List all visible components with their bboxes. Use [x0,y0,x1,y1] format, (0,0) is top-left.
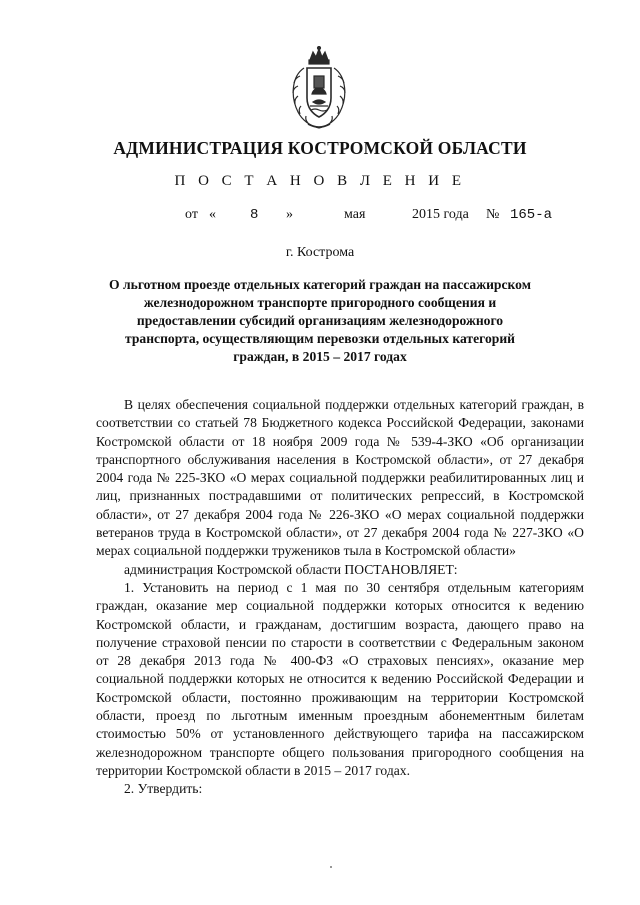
date-quote-close: » [286,207,293,222]
coat-of-arms-icon [286,46,352,132]
date-line [0,207,640,227]
organization-title: АДМИНИСТРАЦИЯ КОСТРОМСКОЙ ОБЛАСТИ [113,138,527,158]
date-day: 8 [250,207,259,223]
document-type: П О С Т А Н О В Л Е Н И Е [174,173,466,189]
preamble-paragraph: В целях обеспечения социальной поддержки отдельных категорий граждан, в соответствии со статьей 78 Бюджетного кодекса Российской Федерации, законами Костромской области от 18 ноября 2009 года № 539-4-ЗКО «Об организации транспортного обслуживания населения в Костромской области», от 27 декабря 2004 года № 225-ЗКО «О мерах социальной поддержки реабилитированных лиц и лиц, признанных пострадавшими от политических репрессий, в Костромской области», от 27 декабря 2004 года № 226-ЗКО «О мерах социальной поддержки ветеранов труда в Костромской области», от 27 декабря 2004 года № 227-ЗКО «О мерах социальной поддержки тружеников тыла в Костромской области» [96,397,584,559]
document-body [96,396,584,799]
item-1-paragraph: 1. Установить на период с 1 мая по 30 сентября отдельным категориям граждан, оказание мер социальной поддержки которых относится к ведению Костромской области, и гражданам, достигшим возраста, дающего право на получение страховой пенсии по старости в соответствии с Федеральным законом от 28 декабря 2013 года № 400-ФЗ «О страховых пенсиях», оказание мер социальной поддержки которых не относится к ведению Российской Федерации и Костромской области, постоянно проживающим на территории Костромской области, проезд по льготным именным проездным абонементным билетам стоимостью 50% от установленного действующего тарифа на пассажирском железнодорожном транспорте общего пользования пригородного сообщения на территории Костромской области в 2015 – 2017 годах. [96,579,584,778]
scan-speck [330,866,332,868]
document-subject: О льготном проезде отдельных категорий граждан на пассажирском железнодорожном транспорте пригородного сообщения и предоставлении субсидий организациям железнодорожного транспорта, осуществляющим перевозки отдельных категорий граждан, в 2015 – 2017 годах [109,277,531,364]
date-quote-open: « [209,207,216,222]
date-year: 2015 года [412,207,469,222]
date-month: мая [344,207,366,222]
decree-paragraph: администрация Костромской области ПОСТАНОВЛЯЕТ: [124,561,458,577]
item-2-paragraph: 2. Утвердить: [124,781,203,797]
city: г. Кострома [285,245,355,260]
document-number: 165-а [510,207,553,223]
date-prefix: от [185,207,198,222]
number-sign: № [486,207,500,222]
